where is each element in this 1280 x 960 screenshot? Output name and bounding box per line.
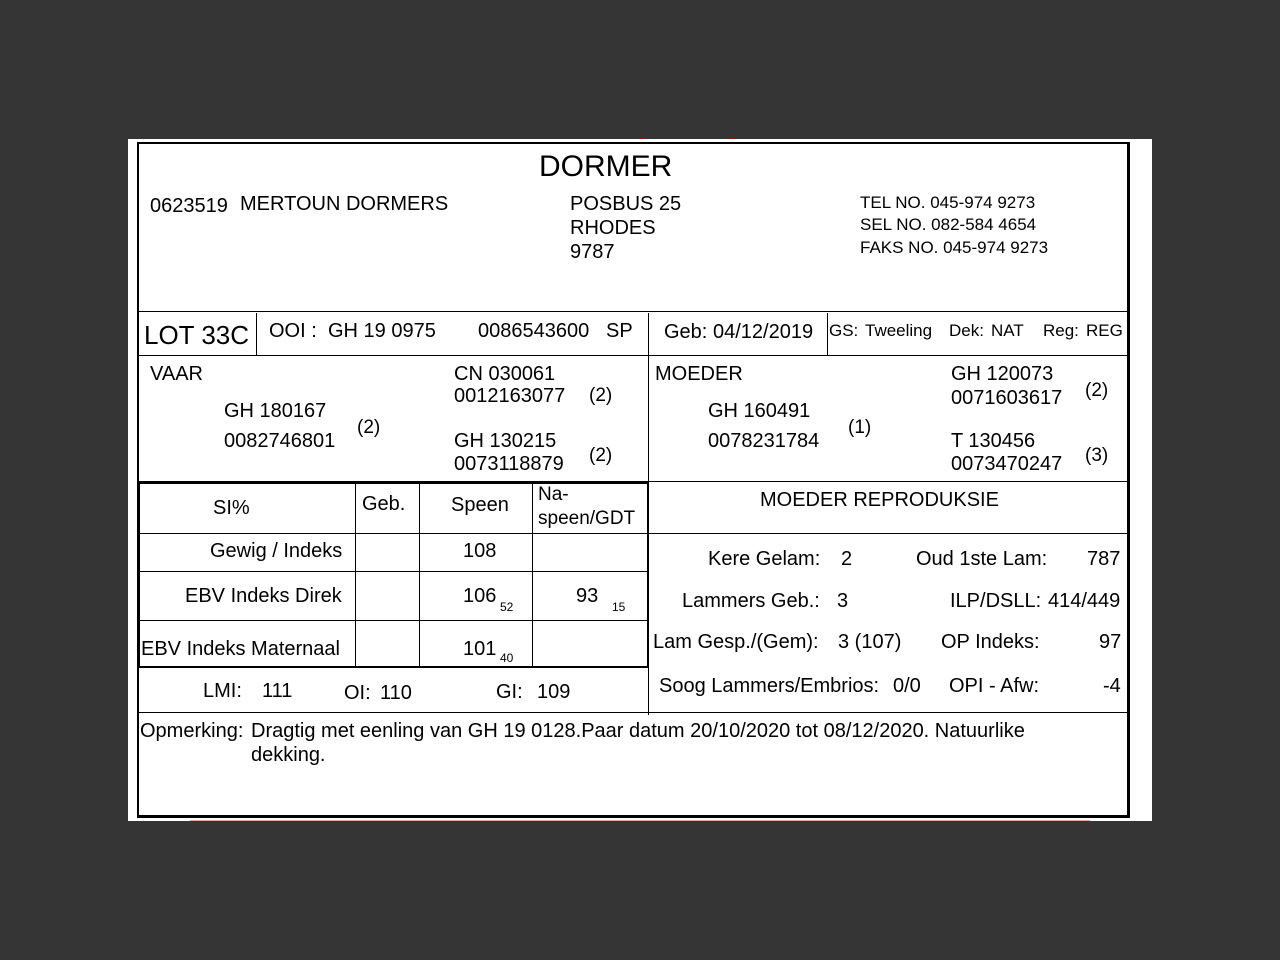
tel-number: TEL NO. 045-974 9273: [860, 193, 1036, 212]
sire-id: GH 180167: [224, 400, 327, 422]
red-mark-bottom: [190, 820, 1090, 822]
dam-sire-grade: (2): [1085, 380, 1109, 401]
breeder-number: 0623519: [150, 195, 228, 217]
sire-sire-grade: (2): [589, 385, 613, 406]
dam-number: 0078231784: [708, 430, 820, 452]
oud-value: 787: [1087, 548, 1121, 570]
soog-label: Soog Lammers/Embrios:: [659, 675, 880, 697]
geb-date: 04/12/2019: [713, 321, 814, 343]
breeder-name: MERTOUN DORMERS: [240, 193, 449, 215]
red-mark-top: [640, 137, 644, 139]
dek-label: Dek:: [949, 321, 984, 340]
speen-accuracy: 52: [500, 600, 514, 614]
reg-value: REG: [1086, 321, 1123, 340]
header-naspeen: Na-: [538, 484, 569, 505]
naspeen-value: 93: [576, 585, 599, 607]
lammers-geb-label: Lammers Geb.:: [682, 590, 820, 612]
geb-label: Geb:: [664, 321, 708, 343]
oud-label: Oud 1ste Lam:: [916, 548, 1048, 570]
animal-reg-number: 0086543600: [478, 320, 590, 342]
header-geb: Geb.: [362, 493, 406, 515]
animal-sp: SP: [606, 320, 633, 342]
vaar-label: VAAR: [150, 363, 203, 385]
dek-value: NAT: [991, 321, 1024, 340]
sire-number: 0082746801: [224, 430, 336, 452]
table-divider: [140, 533, 648, 534]
table-border: [647, 482, 649, 668]
lam-gesp-value: 3 (107): [838, 631, 902, 653]
sire-dam-id: GH 130215: [454, 430, 557, 452]
lmi-value: 111: [262, 680, 293, 702]
sire-dam-number: 0073118879: [454, 453, 564, 475]
lammers-geb-value: 3: [837, 590, 849, 612]
table-border: [138, 482, 140, 668]
naspeen-accuracy: 15: [612, 600, 626, 614]
table-divider: [140, 620, 648, 621]
speen-accuracy: 40: [500, 651, 514, 665]
address-line: POSBUS 25: [570, 193, 682, 215]
gi-label: GI:: [496, 681, 523, 703]
ilp-value: 414/449: [1048, 590, 1121, 612]
header-speen: Speen: [451, 494, 509, 516]
remark-text: dekking.: [251, 744, 326, 766]
ooi-id: GH 19 0975: [328, 320, 436, 342]
opi-value: -4: [1103, 675, 1121, 697]
address-line: 9787: [570, 241, 615, 263]
divider: [649, 533, 1130, 534]
oi-label: OI:: [344, 682, 371, 704]
divider: [138, 311, 1130, 312]
sire-grade: (2): [357, 417, 381, 438]
row-label: Gewig / Indeks: [210, 540, 343, 562]
table-divider: [140, 571, 648, 572]
op-value: 97: [1099, 631, 1122, 653]
kere-gelam-label: Kere Gelam:: [708, 548, 821, 570]
kere-gelam-value: 2: [841, 548, 853, 570]
speen-value: 101: [463, 638, 497, 660]
dam-dam-grade: (3): [1085, 445, 1109, 466]
soog-value: 0/0: [893, 675, 921, 697]
sire-sire-id: CN 030061: [454, 363, 556, 385]
gi-value: 109: [537, 681, 571, 703]
header-si: SI%: [213, 497, 250, 519]
divider: [138, 355, 1130, 356]
reproduction-title: MOEDER REPRODUKSIE: [760, 489, 999, 511]
dam-dam-number: 0073470247: [951, 453, 1063, 475]
gs-value: Tweeling: [865, 321, 933, 340]
dam-sire-id: GH 120073: [951, 363, 1054, 385]
table-divider: [532, 483, 533, 667]
header-naspeen: speen/GDT: [538, 508, 636, 529]
dam-id: GH 160491: [708, 400, 811, 422]
lot-number: LOT 33C: [144, 320, 250, 350]
sire-sire-number: 0012163077: [454, 385, 566, 407]
table-divider: [355, 483, 356, 667]
red-mark-top: [730, 137, 734, 139]
ilp-label: ILP/DSLL:: [950, 590, 1042, 612]
remark-label: Opmerking:: [140, 720, 244, 742]
ooi-label: OOI :: [269, 320, 317, 342]
table-border: [138, 482, 649, 484]
moeder-label: MOEDER: [655, 363, 743, 385]
dam-grade: (1): [848, 417, 872, 438]
reg-label: Reg:: [1043, 321, 1079, 340]
dam-sire-number: 0071603617: [951, 387, 1063, 409]
oi-value: 110: [380, 682, 412, 704]
sire-dam-grade: (2): [589, 445, 613, 466]
divider: [827, 313, 828, 355]
divider: [138, 712, 1130, 713]
opi-label: OPI - Afw:: [949, 675, 1040, 697]
table-divider: [419, 483, 420, 667]
dam-dam-id: T 130456: [951, 430, 1036, 452]
lmi-label: LMI:: [203, 680, 242, 702]
op-label: OP Indeks:: [941, 631, 1040, 653]
speen-value: 108: [463, 540, 497, 562]
breed-title: DORMER: [539, 150, 673, 183]
gs-label: GS:: [829, 321, 859, 340]
divider: [256, 313, 257, 355]
faks-number: FAKS NO. 045-974 9273: [860, 238, 1049, 257]
table-border: [138, 666, 649, 668]
row-label: EBV Indeks Maternaal: [141, 638, 340, 660]
row-label: EBV Indeks Direk: [185, 585, 342, 607]
address-line: RHODES: [570, 217, 656, 239]
lam-gesp-label: Lam Gesp./(Gem):: [653, 631, 819, 653]
sel-number: SEL NO. 082-584 4654: [860, 215, 1037, 234]
divider: [648, 313, 649, 355]
speen-value: 106: [463, 585, 497, 607]
remark-text: Dragtig met eenling van GH 19 0128.Paar datum 20/10/2020 tot 08/12/2020. Natuurlike: [251, 720, 1025, 742]
